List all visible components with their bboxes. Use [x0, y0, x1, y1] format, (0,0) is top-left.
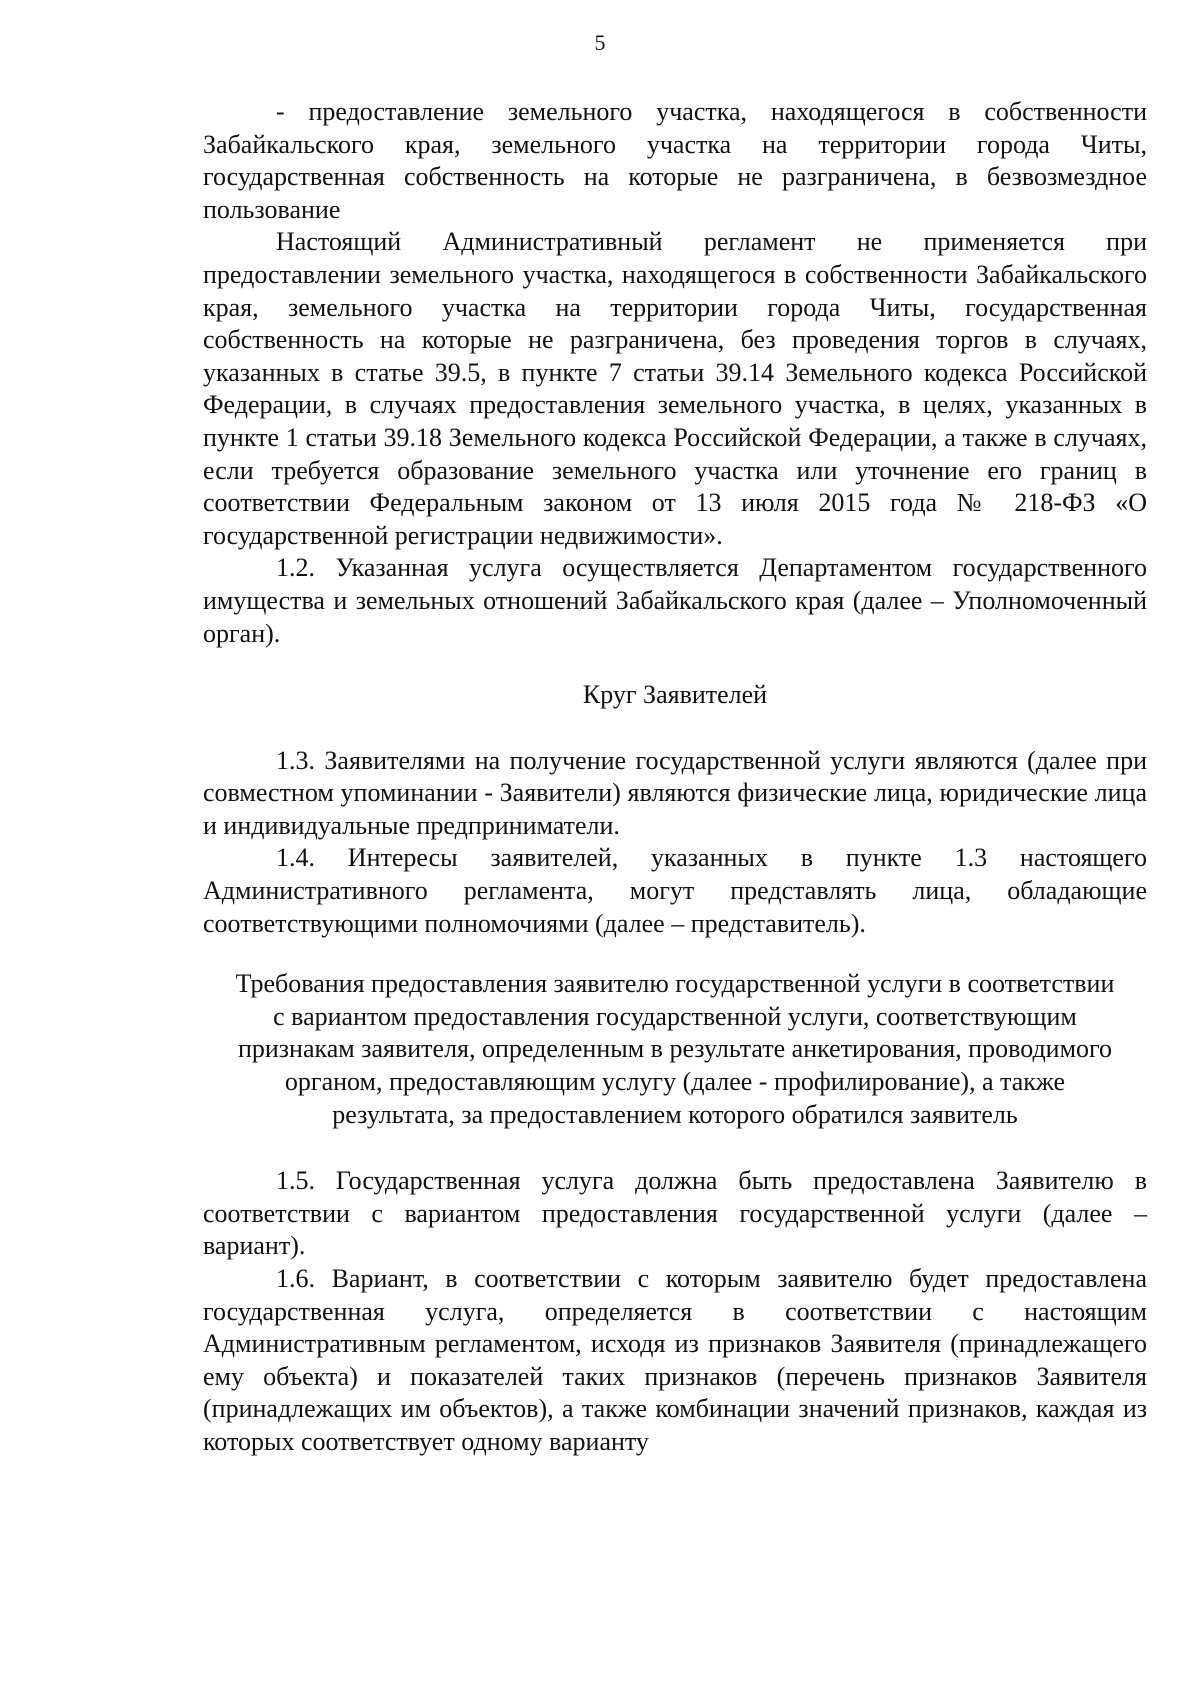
section-heading-applicants: Круг Заявителей — [582, 680, 768, 710]
paragraph-1-5: 1.5. Государственная услуга должна быть предоставлена Заявителю в соответствии с вариантом предоставления государственной услуги (далее – вариант). — [203, 1166, 1147, 1261]
paragraph-1-2: 1.2. Указанная услуга осуществляется Департаментом государственного имущества и земельных отношений Забайкальского края (далее – Уполномоченный орган). — [203, 553, 1147, 648]
paragraph-1-6: 1.6. Вариант, в соответствии с которым заявителю будет предоставлена государственная услуга, определяется в соответствии с настоящим Административным регламентом, исходя из признаков Заявителя (принадлежащего ему объекта) и показателей таких признаков (перечень признаков Заявителя (принадлежащих им объектов), а также комбинации значений признаков, каждая из которых соответствует одному варианту — [203, 1264, 1147, 1456]
paragraph-1-3: 1.3. Заявителями на получение государственной услуги являются (далее при совместном упоминании - Заявители) являются физические лица, юридические лица и индивидуальные предприниматели. — [203, 745, 1147, 840]
document-body — [203, 96, 1147, 1459]
paragraph-regulation-scope: Настоящий Административный регламент не применяется при предоставлении земельного участка, находящегося в собственности Забайкальского края, земельного участка на территории города Читы, государственная собственность на которые не разграничена, без проведения торгов в случаях, указанных в статье 39.5, в пункте 7 статьи 39.14 Земельного кодекса Российской Федерации, в случаях предоставления земельного участка, в целях, указанных в пункте 1 статьи 39.18 Земельного кодекса Российской Федерации, а также в случаях, если требуется образование земельного участка или уточнение его границ в соответствии Федеральным законом от 13 июля 2015 года № 218-ФЗ «О государственной регистрации недвижимости». — [203, 227, 1147, 550]
section-heading-requirements: Требования предоставления заявителю государственной услуги в соответствии с вариантом предоставления государственной услуги, соответствующим признакам заявителя, определенным в результате анкетирования, проводимого органом, предоставляющим услугу (далее - профилирование), а также результата, за предоставлением которого обратился заявитель — [235, 969, 1115, 1129]
paragraph-land-provision: - предоставление земельного участка, находящегося в собственности Забайкальского края, земельного участка на территории города Читы, государственная собственность на которые не разграничена, в безвозмездное пользование — [203, 97, 1147, 224]
page-number: 5 — [594, 30, 606, 55]
paragraph-1-4: 1.4. Интересы заявителей, указанных в пункте 1.3 настоящего Административного регламента, могут представлять лица, обладающие соответствующими полномочиями (далее – представитель). — [203, 843, 1147, 938]
